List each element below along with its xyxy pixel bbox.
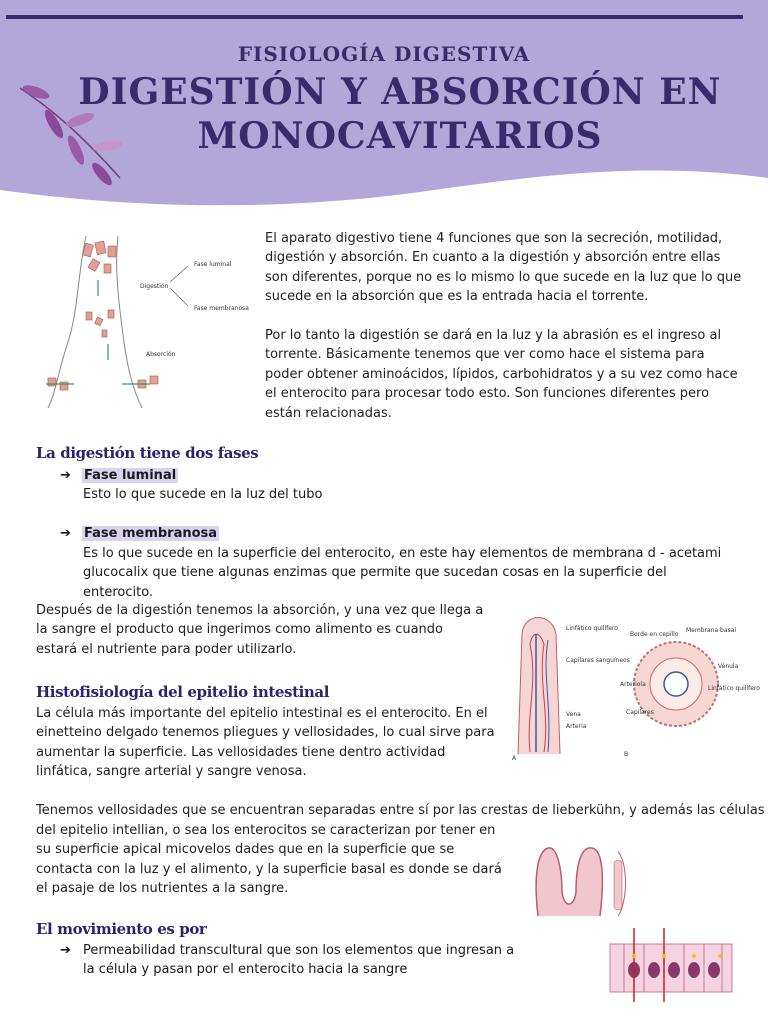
crypt-figure	[528, 842, 638, 922]
header-banner	[0, 0, 768, 215]
fig2-label-b: B	[624, 751, 629, 758]
fig1-label-absorcion: Absorción	[146, 351, 176, 358]
fase-membranosa-label: Fase membranosa	[84, 526, 218, 541]
list-item-fase-membranosa	[60, 524, 740, 543]
page-subtitle: FISIOLOGÍA DIGESTIVA	[237, 42, 531, 66]
fig1-label-fase-membranosa: Fase membranosa	[194, 305, 249, 312]
histo-paragraph-2-line-1: Tenemos vellosidades que se encuentran separadas entre sí por las crestas de lieberkühn, y además las células	[36, 803, 765, 818]
title-line-1: DIGESTIÓN Y ABSORCIÓN EN	[78, 71, 722, 113]
list-item-permeabilidad	[60, 941, 522, 980]
fig2-label-a: A	[512, 755, 517, 762]
fig2-label-membrana-basal: Membrana basal	[686, 627, 737, 634]
header-rule	[6, 15, 743, 19]
list-item-fase-luminal	[60, 466, 740, 485]
fig1-label-digestion: Digestión	[140, 283, 169, 290]
fig2-label-linfatico-quilifero: Linfático quilífero	[566, 625, 618, 632]
heading-histofisiologia: Histofisiología del epitelio intestinal	[36, 683, 330, 701]
page-title	[60, 70, 740, 158]
intro-paragraph-1: El aparato digestivo tiene 4 funciones que son la secreción, motilidad, digestión y absorción. En cuanto a la digestión y absorción entre ellas son diferentes, porque no es lo mismo lo que sucede en la luz que lo que sucede en la absorción que es la entrada hacia el torrente.	[265, 231, 742, 305]
fase-membranosa-text: Es lo que sucede en la superficie del enterocito, en este hay elementos de membrana d - acetami glucocalix que tiene algunas enzimas que permite que sucedan cosas en la superficie del enterocito.	[83, 546, 722, 600]
title-line-2: MONOCAVITARIOS	[197, 115, 603, 157]
villus-figure	[508, 604, 760, 764]
histo-paragraph-2-rest: del epitelio intellian, o sea los enterocitos se caracterizan por tener en su superficie apical micovelos dades que en la superficie que se contacta con la luz y el alimento, y la superficie basal es donde se dará el pasaje de los nutrientes a la sangre.	[36, 823, 502, 897]
fig2-label-vena: Vena	[566, 711, 581, 718]
arrow-right-icon: ➔	[60, 526, 71, 541]
fig2-label-arteriola: Arteriola	[620, 681, 646, 688]
absorption-paragraph: Después de la digestión tenemos la absorción, y una vez que llega a la sangre el producto que ingerimos como alimento es cuando estará el nutriente para poder utilizarlo.	[36, 603, 484, 657]
heading-movimiento: El movimiento es por	[36, 920, 207, 938]
arrow-right-icon: ➔	[60, 468, 71, 483]
fase-luminal-text: Esto lo que sucede en la luz del tubo	[83, 487, 323, 502]
fig2-label-borde-en-cepillo: Borde en cepillo	[630, 631, 679, 638]
fig2-label-capilares: Capilares	[626, 709, 654, 716]
fig2-label-capilares-sanguineos: Capilares sanguíneos	[566, 657, 630, 664]
arrow-right-icon: ➔	[60, 943, 71, 958]
fig2-label-venula: Vénula	[718, 663, 739, 670]
heading-fases: La digestión tiene dos fases	[36, 444, 259, 462]
digestion-absorption-figure	[38, 232, 260, 412]
fig1-label-fase-luminal: Fase luminal	[194, 261, 232, 268]
fig2-label-linfatico-quilifero-b: Linfático quilífero	[708, 685, 760, 692]
permeabilidad-text: Permeabilidad transcultural que son los elementos que ingresan a la célula y pasan por el enterocito hacia la sangre	[83, 943, 515, 978]
enterocyte-figure	[604, 922, 736, 1006]
fig2-label-arteria: Arteria	[566, 723, 587, 730]
intro-paragraph-2: Por lo tanto la digestión se dará en la luz y la abrasión es el ingreso al torrente. Básicamente tenemos que ver como hace el sistema para poder obtener aminoácidos, lípidos, carbohidratos y a su vez como hace el enterocito para procesar todo esto. Son funciones diferentes pero están relacionadas.	[265, 328, 738, 421]
fase-luminal-label: Fase luminal	[84, 468, 177, 483]
histo-paragraph-1: La célula más importante del epitelio intestinal es el enterocito. En el einetteino delgado tenemos pliegues y vellosidades, lo cual sirve para aumentar la superficie. Las vellosidades tiene dentro actividad linfática, sangre arterial y sangre venosa.	[36, 706, 495, 780]
